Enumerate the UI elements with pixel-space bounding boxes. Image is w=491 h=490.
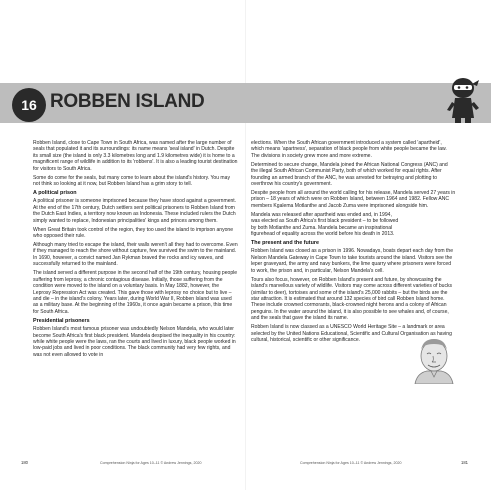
- section-heading: A political prison: [33, 190, 77, 197]
- nelson-mandela-portrait: [411, 336, 457, 384]
- body-paragraph: Robben Island's most famous prisoner was undoubtedly Nelson Mandela, who would later become South Africa's first black president. Mandela despised the inequality in his country: while white people were the laws, ran the courts and lived in luxury, black people worked in low-paid jobs and lived in poor conditions. The black community had very few rights, and was not even allowed to vote in: [33, 326, 236, 358]
- left-column: [33, 140, 238, 361]
- body-paragraph: Some do come for the seals, but many come to learn about the island's history. You may not think so looking at it now, but Robben Island has a grim story to tell.: [33, 174, 230, 188]
- body-paragraph: A political prisoner is someone imprisoned because they have stood against a government. At the end of the 17th century, Dutch settlers sent political prisoners to Robben Island from the Dutch East Indies, a territory now known as Indonesia. These included rulers the Dutch simply wanted to replace, Indonesian principalities' kings and princes among them.: [33, 198, 237, 224]
- body-paragraph: Robben Island was closed as a prison in 1996. Nowadays, boats depart each day from the Nelson Mandela Gateway in Cape Town to take tourists around the island. Visitors see the leper graveyard, the army and navy bunkers, the lime quarry where prisoners were forced to work, the prison and, in particular, Nelson Mandela's cell.: [251, 248, 453, 274]
- left-page-number: 180: [21, 460, 28, 465]
- body-paragraph: Robben Island, close to Cape Town in South Africa, was named after the large number of seals that populated it and its surroundings: its name means 'seal island' in Dutch. Despite its small size (the island is only 3.3 kilometres long and 1.9 kilometres wide) it is home to a magnificent range of wildlife in addition to its 'robbens'. It is also a leading tourist destination for visitors to South Africa.: [33, 140, 238, 172]
- page-title: ROBBEN ISLAND: [50, 91, 205, 112]
- body-paragraph: elections. When the South African government introduced a system called 'apartheid', which means 'apartness', separation of black people from white people became the law. The divisions in society grew more and more extreme.: [251, 140, 447, 159]
- section-heading: The present and the future: [251, 240, 319, 247]
- body-paragraph: Robben Island is now classed as a UNESCO World Heritage Site – a landmark or area selected by the United Nations Educational, Scientific and Cultural Organisation as having cultural, historical, scientific or other significance.: [251, 324, 452, 343]
- body-paragraph: Despite people from all around the world calling for his release, Mandela served 27 years in prison – 18 years of which were on Robben Island, between 1964 and 1982. Fellow ANC members Kgalema Motlanthe and Jacob Zuma were imprisoned alongside him.: [251, 190, 456, 209]
- body-paragraph: Although many tried to escape the island, their walls weren't all they had to overcome. Even if they managed to reach the shore without capture, few survived the swim to the mainland. In 1690, however, a convict named Jan Rykman braved the rocks and icy waves, and successfully returned to the mainland.: [33, 242, 238, 268]
- left-footer-credit: Comprehension Ninja for Ages 10–11 © Andrew Jennings, 2020: [100, 461, 202, 465]
- body-paragraph: The island served a different purpose in the second half of the 19th century, housing people suffering from leprosy, a chronic contagious disease. Initially, those suffering from the condition were moved to the island on a voluntary basis. In May 1882, however, the Leprosy Repression Act was created. This gave those with leprosy no choice but to live – and die – in the island's colony. Years later, during World War II, Robben Island was used as a military base. At the beginning of the 1960s, it once again became a prison, this time for South Africa.: [33, 270, 238, 315]
- right-column: [251, 140, 456, 346]
- body-paragraph: Determined to secure change, Mandela joined the African National Congress (ANC) and the illegal South African Communist Party, both of which worked for equal rights. After founding an armed branch of the ANC, he was arrested for betraying and plotting to overthrow his country's government.: [251, 161, 448, 188]
- right-page-number: 181: [461, 460, 468, 465]
- body-paragraph: Tours also focus, however, on Robben Island's present and future, by showcasing the island's marvellous variety of wildlife. Visitors may come across different varieties of bucks (similar to deer), tortoises and some of the island's 25,000 rabbits – but the birds are the star attraction. It is estimated that around 132 species of bird call Robben Island home. These include crowned cormorants, black-crowned night herons and a colony of African penguins. In the water around the island, it is also possible to see whales and, of course, and the seals that gave the island its name.: [251, 276, 453, 322]
- body-paragraph: When Great Britain took control of the region, they too used the island to imprison anyone who opposed their rule.: [33, 226, 234, 240]
- section-heading: Presidential prisoners: [33, 317, 90, 324]
- body-paragraph: Mandela was released after apartheid was ended and, in 1994, was elected as South Africa's first black president – to be followed by both Motlanthe and Zuma. Mandela became an inspirational figurehead of equality across the world before his death in 2013.: [251, 211, 399, 238]
- right-footer-credit: Comprehension Ninja for Ages 10–11 © Andrew Jennings, 2020: [300, 461, 402, 465]
- chapter-number-badge: 16: [12, 88, 46, 122]
- page-gutter: [245, 0, 246, 490]
- ninja-icon: [446, 74, 480, 124]
